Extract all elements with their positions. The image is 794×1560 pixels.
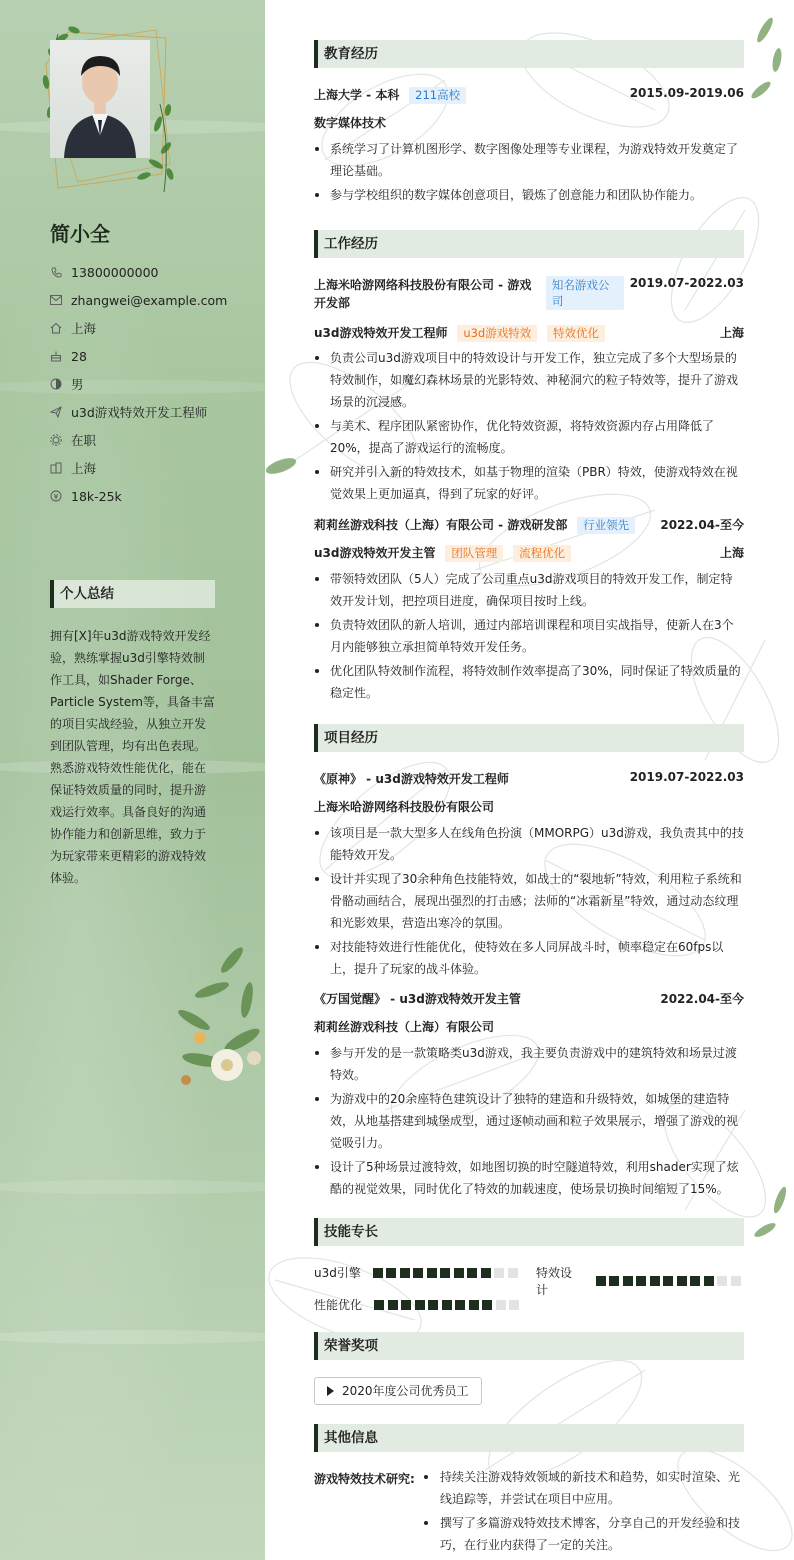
skill-level <box>374 1300 523 1310</box>
send-icon <box>50 406 62 418</box>
skill-dot <box>388 1300 398 1310</box>
job-2-city: 上海 <box>719 546 744 560</box>
job-1-period: 2019.07-2022.03 <box>629 276 744 290</box>
skill-dot <box>717 1276 727 1286</box>
skills-heading: 技能专长 <box>314 1218 744 1246</box>
summary-text: 拥有[X]年u3d游戏特效开发经验，熟练掌握u3d引擎特效制作工具，如Shader Forge、Particle System等，具备丰富的项目实战经验，从独立开发到团队管理，均有出色表现。熟悉游戏特效性能优化，能在保证特效质量的同时，提升游戏运行效率。具备良好的沟通协作能力和创新思维，致力于为玩家带来更精彩的游戏特效体验。 <box>50 629 215 885</box>
project-2-period: 2022.04-至今 <box>660 992 744 1006</box>
skill-dot <box>650 1276 660 1286</box>
project-2-company: 莉莉丝游戏科技（上海）有限公司 <box>314 1020 495 1034</box>
skill-dot <box>386 1268 396 1278</box>
project-2-bullets <box>314 1042 744 1202</box>
skill-dot <box>454 1268 464 1278</box>
list-item: 对技能特效进行性能优化，使特效在多人同屏战斗时，帧率稳定在60fps以上，提升了玩家的战斗体验。 <box>314 936 744 980</box>
list-item: 持续关注游戏特效领域的新技术和趋势，如实时渲染、光线追踪等，并尝试在项目中应用。 <box>422 1466 744 1510</box>
list-item: 优化团队特效制作流程，将特效制作效率提高了30%，同时保证了特效质量的稳定性。 <box>314 660 744 704</box>
skill-dot <box>623 1276 633 1286</box>
skill-dot <box>677 1276 687 1286</box>
info-row-position <box>50 398 227 426</box>
job-2-company-tag: 行业领先 <box>577 517 635 534</box>
project-2-header <box>314 990 744 1007</box>
sidebar <box>0 0 265 1560</box>
skill-dot <box>509 1300 519 1310</box>
position-text: u3d游戏特效开发工程师 <box>71 405 208 420</box>
skill-dot <box>455 1300 465 1310</box>
cake-icon <box>50 350 62 362</box>
project-1-bullets <box>314 822 744 982</box>
gender-text: 男 <box>71 377 84 392</box>
job-2-role-row <box>314 544 744 562</box>
status-text: 在职 <box>71 433 97 448</box>
other-heading: 其他信息 <box>314 1424 744 1452</box>
city-icon <box>50 462 62 474</box>
list-item: 撰写了多篇游戏特效技术博客，分享自己的开发经验和技巧，在行业内获得了一定的关注。 <box>422 1512 744 1556</box>
email-text: zhangwei@example.com <box>71 292 228 308</box>
skill-dot <box>731 1276 741 1286</box>
info-row-gender <box>50 370 227 398</box>
flower-decoration <box>172 930 265 1090</box>
job-1-bullets <box>314 347 744 507</box>
home-icon <box>50 322 62 334</box>
list-item: 设计并实现了30余种角色技能特效，如战士的“裂地斩”特效，利用粒子系统和骨骼动画结合，展现出强烈的打击感；法师的“冰霜新星”特效，通过动态纹理和光影效果，营造出寒冷的氛围。 <box>314 868 744 934</box>
skill-dot <box>690 1276 700 1286</box>
job-1-company-tag: 知名游戏公司 <box>546 276 624 310</box>
job-1-city: 上海 <box>719 326 744 340</box>
education-bullets <box>314 138 744 208</box>
project-1-period: 2019.07-2022.03 <box>629 770 744 784</box>
info-row-phone <box>50 258 227 286</box>
school-tag: 211高校 <box>409 87 466 104</box>
salary-text: 18k-25k <box>71 488 122 504</box>
skill-dot <box>609 1276 619 1286</box>
skill-dot <box>413 1268 423 1278</box>
list-item: 参与学校组织的数字媒体创意项目，锻炼了创意能力和团队协作能力。 <box>314 184 744 206</box>
gender-icon <box>50 378 62 390</box>
skill-level <box>373 1268 522 1278</box>
list-item: 参与开发的是一款策略类u3d游戏，我主要负责游戏中的建筑特效和场景过渡特效。 <box>314 1042 744 1086</box>
info-row-email <box>50 286 227 314</box>
job-2-company: 莉莉丝游戏科技（上海）有限公司 - 游戏研发部 <box>314 518 568 532</box>
candidate-name: 简小全 <box>50 222 110 246</box>
skill-dot <box>596 1276 606 1286</box>
skill-dot <box>428 1300 438 1310</box>
list-item: 负责公司u3d游戏项目中的特效设计与开发工作，独立完成了多个大型场景的特效制作，如魔幻森林场景的光影特效、神秘洞穴的粒子特效等，提升了游戏场景的沉浸感。 <box>314 347 744 413</box>
project-2-name: 《万国觉醒》 - u3d游戏特效开发主管 <box>314 992 521 1006</box>
list-item: 该项目是一款大型多人在线角色扮演（MMORPG）u3d游戏，我负责其中的技能特效开发。 <box>314 822 744 866</box>
info-row-status <box>50 426 227 454</box>
job-2-tag-1: 团队管理 <box>445 545 503 562</box>
awards-heading: 荣誉奖项 <box>314 1332 744 1360</box>
location-text: 上海 <box>71 321 97 336</box>
job-1-tag-2: 特效优化 <box>547 325 605 342</box>
skill-dot <box>374 1300 384 1310</box>
skill-dot <box>373 1268 383 1278</box>
city-text: 上海 <box>71 461 97 476</box>
school-name: 上海大学 - 本科 <box>314 88 400 102</box>
other-bullets <box>422 1466 744 1558</box>
award-label: 2020年度公司优秀员工 <box>342 1384 469 1398</box>
job-1-role: u3d游戏特效开发工程师 <box>314 326 448 340</box>
list-item: 系统学习了计算机图形学、数字图像处理等专业课程，为游戏特效开发奠定了理论基础。 <box>314 138 744 182</box>
skill-dot <box>481 1268 491 1278</box>
phone-icon <box>50 266 62 278</box>
play-triangle-icon <box>327 1386 334 1396</box>
contact-info <box>50 258 227 510</box>
list-item: 研究并引入新的特效技术，如基于物理的渲染（PBR）特效，使游戏特效在视觉效果上更加逼真，得到了玩家的好评。 <box>314 461 744 505</box>
skill-dot <box>415 1300 425 1310</box>
mail-icon <box>50 294 62 306</box>
skill-dot <box>467 1268 477 1278</box>
list-item: 设计了5种场景过渡特效，如地图切换的时空隧道特效，利用shader实现了炫酷的视觉效果，同时优化了特效的加载速度，使场景切换时间缩短了15%。 <box>314 1156 744 1200</box>
education-major: 数字媒体技术 <box>314 116 387 130</box>
skill-label: u3d引擎 <box>314 1266 361 1280</box>
job-2-bullets <box>314 568 744 706</box>
skill-dot <box>636 1276 646 1286</box>
job-1-tag-1: u3d游戏特效 <box>457 325 537 342</box>
project-1-header <box>314 770 744 787</box>
skill-dot <box>440 1268 450 1278</box>
education-heading: 教育经历 <box>314 40 744 68</box>
sidebar-texture <box>0 1180 265 1194</box>
education-period: 2015.09-2019.06 <box>629 86 744 100</box>
summary-heading: 个人总结 <box>50 580 215 608</box>
job-2-tag-2: 流程优化 <box>513 545 571 562</box>
work-heading: 工作经历 <box>314 230 744 258</box>
job-1-company: 上海米哈游网络科技股份有限公司 - 游戏开发部 <box>314 278 532 310</box>
projects-heading: 项目经历 <box>314 724 744 752</box>
skill-dot <box>496 1300 506 1310</box>
award-item[interactable] <box>314 1377 482 1405</box>
skill-label: 性能优化 <box>314 1298 363 1312</box>
info-row-salary <box>50 482 227 510</box>
list-item: 带领特效团队（5人）完成了公司重点u3d游戏项目的特效开发工作，制定特效开发计划，把控项目进度，确保项目按时上线。 <box>314 568 744 612</box>
skill-dot <box>508 1268 518 1278</box>
skill-item <box>314 1264 521 1281</box>
skill-dot <box>494 1268 504 1278</box>
project-1-company: 上海米哈游网络科技股份有限公司 <box>314 800 495 814</box>
salary-icon <box>50 490 62 502</box>
job-2-role: u3d游戏特效开发主管 <box>314 546 436 560</box>
skill-dot <box>482 1300 492 1310</box>
info-row-age <box>50 342 227 370</box>
info-row-city <box>50 454 227 482</box>
job-2-period: 2022.04-至今 <box>660 518 744 532</box>
skill-dot <box>442 1300 452 1310</box>
list-item: 负责特效团队的新人培训，通过内部培训课程和项目实战指导，使新人在3个月内能够独立承担简单特效开发任务。 <box>314 614 744 658</box>
skill-dot <box>663 1276 673 1286</box>
sidebar-texture <box>0 1330 265 1344</box>
skill-dot <box>704 1276 714 1286</box>
age-text: 28 <box>71 348 87 364</box>
skill-dot <box>400 1268 410 1278</box>
skill-dot <box>401 1300 411 1310</box>
job-1-header <box>314 276 744 312</box>
other-label: 游戏特效技术研究: <box>314 1472 415 1486</box>
list-item: 为游戏中的20余座特色建筑设计了独特的建造和升级特效，如城堡的建造特效，从地基搭建到城堡成型，通过逐帧动画和粒子效果展示，增强了游戏的视觉吸引力。 <box>314 1088 744 1154</box>
avatar-frame <box>38 24 178 194</box>
skill-item <box>536 1264 744 1298</box>
info-row-location <box>50 314 227 342</box>
avatar <box>50 40 150 158</box>
job-2-header <box>314 516 744 534</box>
skill-label: 特效设计 <box>536 1266 573 1297</box>
skill-level <box>596 1276 745 1286</box>
project-1-name: 《原神》 - u3d游戏特效开发工程师 <box>314 772 509 786</box>
education-header <box>314 86 744 104</box>
phone-text: 13800000000 <box>71 264 159 280</box>
skill-dot <box>427 1268 437 1278</box>
skill-dot <box>469 1300 479 1310</box>
job-1-role-row <box>314 324 744 342</box>
status-icon <box>50 434 62 446</box>
list-item: 与美术、程序团队紧密协作，优化特效资源，将特效资源内存占用降低了20%，提高了游戏运行的流畅度。 <box>314 415 744 459</box>
skill-item <box>314 1296 523 1313</box>
